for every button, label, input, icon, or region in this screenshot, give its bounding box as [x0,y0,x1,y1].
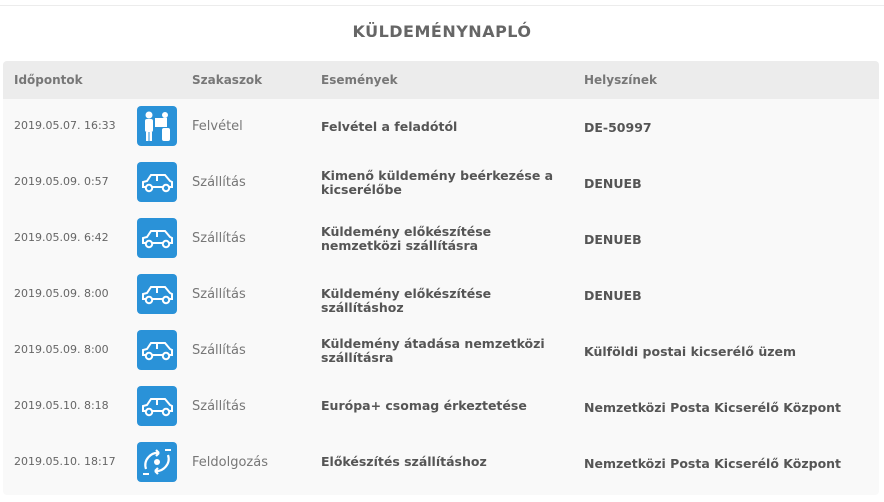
car-icon [137,162,177,202]
sorting-icon [137,442,177,482]
row-time: 2019.05.09. 8:00 [14,287,109,300]
header-event: Események [321,73,398,87]
top-divider [0,5,884,6]
row-time: 2019.05.09. 0:57 [14,175,109,188]
car-icon [137,218,177,258]
row-phase: Feldolgozás [192,455,268,470]
page-title: KÜLDEMÉNYNAPLÓ [352,22,532,41]
table-row [3,379,879,435]
row-location: DENUEB [584,176,642,191]
table-row [3,211,879,267]
row-time: 2019.05.07. 16:33 [14,119,116,132]
row-time: 2019.05.09. 6:42 [14,231,109,244]
table-row [3,267,879,323]
row-phase: Szállítás [192,175,246,190]
row-location: Nemzetközi Posta Kicserélő Központ [584,456,842,471]
row-event: Felvétel a feladótól [321,119,458,134]
row-phase: Szállítás [192,287,246,302]
car-icon [137,330,177,370]
shipment-log-table [3,61,879,495]
table-row [3,435,879,491]
row-event: Előkészítés szállításhoz [321,454,487,469]
row-time: 2019.05.10. 18:17 [14,455,116,468]
row-location: DENUEB [584,232,642,247]
table-row [3,155,879,211]
table-header [3,61,879,99]
row-location: DE-50997 [584,120,652,135]
row-event: Küldemény előkészítése szállításhoz [321,286,492,315]
row-location: Nemzetközi Posta Kicserélő Központ [584,400,842,415]
car-icon [137,386,177,426]
row-time: 2019.05.10. 8:18 [14,399,109,412]
row-location: DENUEB [584,288,642,303]
car-icon [137,274,177,314]
row-time: 2019.05.09. 8:00 [14,343,109,356]
row-event: Európa+ csomag érkeztetése [321,398,527,413]
table-row [3,99,879,155]
row-phase: Felvétel [192,119,243,134]
header-phase: Szakaszok [192,73,263,87]
table-row [3,323,879,379]
row-event: Küldemény előkészítése nemzetközi szállításra [321,224,492,253]
row-phase: Szállítás [192,343,246,358]
header-time: Időpontok [14,73,83,87]
row-location: Külföldi postai kicserélő üzem [584,344,797,359]
row-phase: Szállítás [192,399,246,414]
row-phase: Szállítás [192,231,246,246]
header-location: Helyszínek [584,73,658,87]
row-event: Küldemény átadása nemzetközi szállításra [321,336,545,365]
handover-icon [137,106,177,146]
row-event: Kimenő küldemény beérkezése a kicserélőbe [321,168,554,197]
